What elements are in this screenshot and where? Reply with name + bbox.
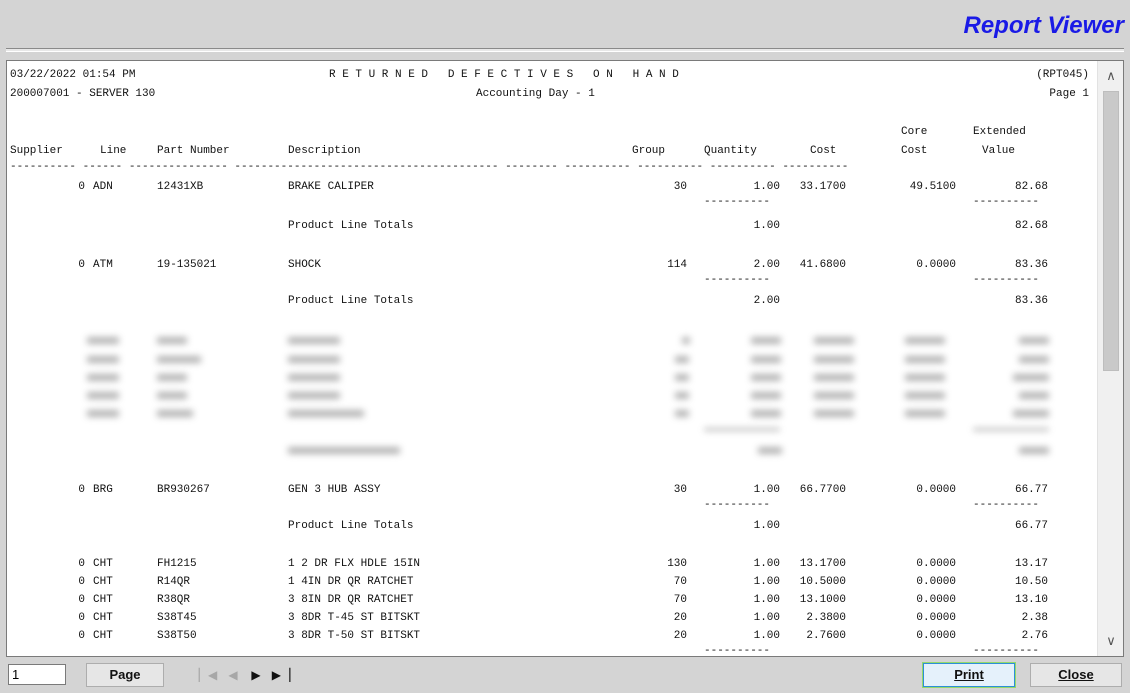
col-cost: Cost: [810, 145, 837, 157]
cell-core: 0.0000: [916, 576, 956, 588]
cell-line: BRG: [93, 484, 113, 496]
col-core-bottom: Cost: [901, 145, 928, 157]
print-button-label: Print: [954, 667, 984, 682]
cell-line: ATM: [93, 259, 113, 271]
first-page-icon[interactable]: ▏◀: [198, 668, 218, 682]
close-button-label: Close: [1058, 667, 1094, 682]
cell-cost: 66.7700: [799, 484, 846, 496]
cell-cost: 33.1700: [799, 181, 846, 193]
cell-extended: 66.77: [1014, 484, 1048, 496]
cell-core: 0.0000: [916, 630, 956, 642]
cell-description: 1 4IN DR QR RATCHET: [288, 576, 414, 588]
cell-quantity: 1.00: [753, 594, 780, 606]
cell-description: 3 8DR T-50 ST BITSKT: [288, 630, 421, 642]
print-button[interactable]: [923, 663, 1015, 687]
cell-description: 3 8IN DR QR RATCHET: [288, 594, 414, 606]
subtotal-separator: ----------: [973, 196, 1040, 208]
header-separator: ---------- ------ --------------- ---------------------------------------- -------- ---------- ---------- ---------- ----------: [10, 161, 849, 173]
col-group: Group: [632, 145, 666, 157]
col-quantity: Quantity: [704, 145, 757, 157]
report-title: R E T U R N E D D E F E C T I V E S O N H A N D: [329, 69, 679, 81]
toolbar: [0, 657, 1130, 693]
page-button[interactable]: [86, 663, 164, 687]
subtotal-separator: ----------: [704, 645, 771, 657]
cell-group: 114: [667, 259, 687, 271]
subtotal-separator: ----------: [973, 499, 1040, 511]
col-part-number: Part Number: [157, 145, 230, 157]
subtotal-separator: ----------: [973, 274, 1040, 286]
cell-quantity: 1.00: [753, 181, 780, 193]
cell-description: 1 2 DR FLX HDLE 15IN: [288, 558, 421, 570]
cell-quantity: 1.00: [753, 576, 780, 588]
cell-cost: 2.7600: [806, 630, 846, 642]
cell-description: SHOCK: [288, 259, 322, 271]
cell-extended: 2.38: [1021, 612, 1048, 624]
page-button-label: Page: [109, 667, 141, 682]
cell-line: CHT: [93, 612, 113, 624]
cell-supplier: 0: [78, 558, 85, 570]
cell-line: ADN: [93, 181, 113, 193]
totals-label: Product Line Totals: [288, 520, 414, 532]
cell-group: 130: [667, 558, 687, 570]
cell-group: 20: [673, 630, 687, 642]
col-extended-bottom: Value: [982, 145, 1016, 157]
cell-core: 0.0000: [916, 259, 956, 271]
report-code: (RPT045): [1036, 69, 1089, 81]
cell-core: 0.0000: [916, 612, 956, 624]
col-core-top: Core: [901, 126, 928, 138]
report-date-time: 03/22/2022 01:54 PM: [10, 69, 136, 81]
cell-quantity: 1.00: [753, 612, 780, 624]
cell-supplier: 0: [78, 594, 85, 606]
scroll-thumb[interactable]: [1103, 91, 1119, 371]
subtotal-separator: ----------: [704, 196, 771, 208]
cell-extended: 2.76: [1021, 630, 1048, 642]
report-page: [7, 61, 1098, 656]
cell-part: BR930267: [157, 484, 210, 496]
cell-quantity: 1.00: [753, 484, 780, 496]
cell-cost: 10.5000: [799, 576, 846, 588]
subtotal-separator: ----------: [704, 274, 771, 286]
col-line: Line: [100, 145, 127, 157]
store-name: 200007001 - SERVER 130: [10, 88, 156, 100]
accounting-day: Accounting Day - 1: [476, 88, 595, 100]
cell-core: 0.0000: [916, 558, 956, 570]
cell-group: 30: [673, 484, 687, 496]
cell-line: CHT: [93, 576, 113, 588]
totals-label: Product Line Totals: [288, 295, 414, 307]
cell-part: 19-135021: [157, 259, 217, 271]
subtotal-separator: ----------: [704, 499, 771, 511]
cell-supplier: 0: [78, 484, 85, 496]
scroll-down-icon[interactable]: ∨: [1106, 633, 1116, 648]
cell-group: 70: [673, 576, 687, 588]
next-page-icon[interactable]: ▶: [251, 668, 261, 682]
last-page-icon[interactable]: ▶▕: [271, 668, 291, 682]
cell-part: R38QR: [157, 594, 191, 606]
cell-line: CHT: [93, 558, 113, 570]
cell-extended: 13.10: [1014, 594, 1048, 606]
cell-supplier: 0: [78, 259, 85, 271]
cell-part: S38T50: [157, 630, 197, 642]
cell-extended: 13.17: [1014, 558, 1048, 570]
title-bar: [0, 0, 1130, 50]
cell-group: 30: [673, 181, 687, 193]
cell-supplier: 0: [78, 181, 85, 193]
cell-supplier: 0: [78, 576, 85, 588]
cell-extended: 82.68: [1014, 181, 1048, 193]
cell-part: 12431XB: [157, 181, 204, 193]
close-button[interactable]: [1030, 663, 1122, 687]
cell-cost: 13.1700: [799, 558, 846, 570]
cell-supplier: 0: [78, 630, 85, 642]
subtotal-separator: ----------: [973, 645, 1040, 657]
cell-description: 3 8DR T-45 ST BITSKT: [288, 612, 421, 624]
cell-quantity: 1.00: [753, 630, 780, 642]
totals-label: Product Line Totals: [288, 220, 414, 232]
totals-quantity: 2.00: [753, 295, 780, 307]
cell-line: CHT: [93, 594, 113, 606]
cell-group: 70: [673, 594, 687, 606]
cell-cost: 41.6800: [799, 259, 846, 271]
title-divider: [6, 48, 1124, 52]
cell-cost: 2.3800: [806, 612, 846, 624]
cell-part: S38T45: [157, 612, 197, 624]
cell-part: FH1215: [157, 558, 197, 570]
col-extended-top: Extended: [973, 126, 1026, 138]
page-number: Page 1: [1049, 88, 1089, 100]
cell-quantity: 2.00: [753, 259, 780, 271]
totals-quantity: 1.00: [753, 520, 780, 532]
cell-extended: 10.50: [1014, 576, 1048, 588]
page-number-input[interactable]: 1: [8, 664, 66, 685]
cell-core: 0.0000: [916, 484, 956, 496]
col-supplier: Supplier: [10, 145, 63, 157]
cell-group: 20: [673, 612, 687, 624]
cell-description: GEN 3 HUB ASSY: [288, 484, 381, 496]
prev-page-icon[interactable]: ◀: [228, 668, 238, 682]
cell-extended: 83.36: [1014, 259, 1048, 271]
cell-quantity: 1.00: [753, 558, 780, 570]
app-title: Report Viewer: [963, 12, 1124, 39]
totals-extended: 83.36: [1014, 295, 1048, 307]
scroll-up-icon[interactable]: ∧: [1106, 68, 1116, 83]
cell-description: BRAKE CALIPER: [288, 181, 374, 193]
totals-quantity: 1.00: [753, 220, 780, 232]
totals-extended: 66.77: [1014, 520, 1048, 532]
totals-extended: 82.68: [1014, 220, 1048, 232]
cell-supplier: 0: [78, 612, 85, 624]
cell-cost: 13.1000: [799, 594, 846, 606]
cell-part: R14QR: [157, 576, 191, 588]
col-description: Description: [288, 145, 361, 157]
cell-core: 0.0000: [916, 594, 956, 606]
report-viewport[interactable]: [6, 60, 1124, 657]
cell-core: 49.5100: [909, 181, 956, 193]
vertical-scrollbar[interactable]: [1097, 61, 1123, 656]
cell-line: CHT: [93, 630, 113, 642]
